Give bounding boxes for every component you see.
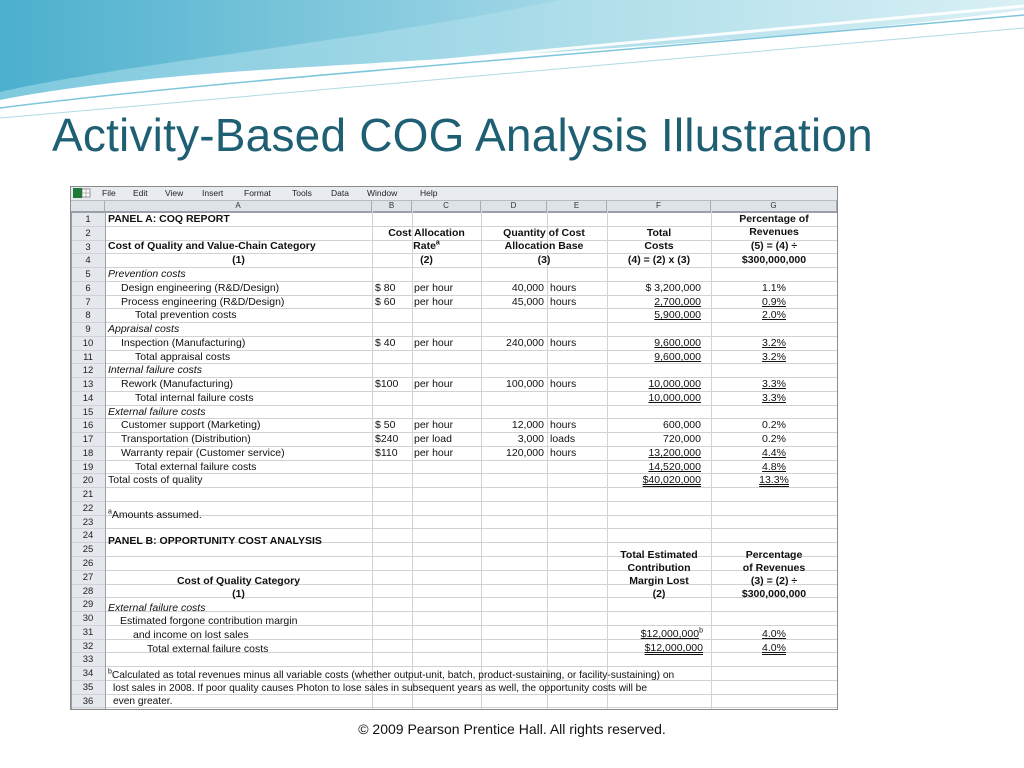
qty-header-line2: Allocation Base [504, 240, 584, 252]
row-header[interactable]: 16 [82, 420, 94, 431]
row-header[interactable]: 25 [82, 544, 94, 555]
b-pct-header-line1: Percentage [745, 549, 803, 561]
row-header[interactable]: 35 [82, 682, 94, 693]
menu-data[interactable]: Data [331, 188, 349, 198]
rate-header-text: Rate [413, 240, 436, 252]
b-item-line2: and income on lost sales [133, 629, 249, 641]
row-label: Total prevention costs [135, 309, 237, 321]
percent-of-revenue: 3.2% [762, 337, 786, 349]
row-header[interactable]: 5 [85, 269, 91, 280]
footnote-a [108, 509, 202, 521]
row-header[interactable]: 17 [82, 434, 94, 445]
pct-header-line1: Percentage of [739, 213, 809, 225]
total-cost: 5,900,000 [654, 309, 701, 321]
margin-col-number: (2) [652, 588, 666, 600]
row-label: Prevention costs [108, 268, 186, 280]
percent-of-revenue: 4.8% [762, 461, 786, 473]
row-header[interactable]: 27 [82, 572, 94, 583]
quantity: 45,000 [511, 296, 544, 308]
row-header[interactable]: 32 [82, 641, 94, 652]
footnote-b-text1: Calculated as total revenues minus all variable costs (whether output-unit, batch, product-sustaining, or facility-sustaining) on [111, 670, 675, 681]
rate-unit: per hour [414, 296, 454, 308]
row-header[interactable]: 20 [82, 475, 94, 486]
quantity-unit: hours [550, 447, 577, 459]
percent-of-revenue: 0.9% [762, 296, 786, 308]
row-header[interactable]: 29 [82, 599, 94, 610]
column-header-e[interactable]: E [547, 201, 607, 211]
total-cost: 10,000,000 [648, 378, 701, 390]
rate-unit: per hour [414, 447, 454, 459]
quantity: 3,000 [517, 433, 544, 445]
percent-of-revenue: 3.2% [762, 351, 786, 363]
quantity: 240,000 [506, 337, 544, 349]
quantity-unit: hours [550, 419, 577, 431]
quantity-unit: hours [550, 296, 577, 308]
rate-unit: per hour [414, 337, 454, 349]
rate-header-line1: Cost Allocation [388, 227, 465, 239]
qty-header-line1: Quantity of Cost [503, 227, 585, 239]
row-header[interactable]: 8 [85, 310, 91, 321]
pct-col-base: $300,000,000 [741, 254, 807, 266]
row-header[interactable]: 34 [82, 668, 94, 679]
copyright-footer: © 2009 Pearson Prentice Hall. All rights reserved. [358, 721, 666, 737]
row-header[interactable]: 30 [82, 613, 94, 624]
rate-unit: per hour [414, 419, 454, 431]
total-col-formula: (4) = (2) x (3) [627, 254, 691, 266]
quantity: 120,000 [506, 447, 544, 459]
row-label: Design engineering (R&D/Design) [121, 282, 280, 294]
row-header[interactable]: 2 [85, 228, 91, 239]
row-header[interactable]: 7 [85, 297, 91, 308]
b-total-value: $12,000,000 [644, 642, 703, 654]
row-header[interactable]: 1 [85, 214, 91, 225]
percent-of-revenue: 4.4% [762, 447, 786, 459]
percent-of-revenue: 0.2% [762, 419, 786, 431]
quantity: 100,000 [506, 378, 544, 390]
total-cost: 720,000 [663, 433, 701, 445]
menu-window[interactable]: Window [367, 188, 398, 198]
footnote-b-line1 [108, 670, 674, 681]
column-header-g[interactable]: G [711, 201, 837, 211]
slide-title: Activity-Based COG Analysis Illustration [52, 109, 873, 161]
b-item-value-cell [607, 628, 703, 640]
row-label: Total internal failure costs [135, 392, 254, 404]
rate-col-number: (2) [420, 254, 433, 266]
row-label: Total costs of quality [108, 474, 203, 486]
rate-amount: $ 60 [375, 296, 396, 308]
row-header[interactable]: 13 [82, 379, 94, 390]
row-header[interactable]: 9 [85, 324, 91, 335]
percent-of-revenue: 1.1% [762, 282, 786, 294]
quantity-unit: loads [550, 433, 576, 445]
rate-amount: $ 40 [375, 337, 396, 349]
footnote-b-marker: b [108, 668, 112, 676]
b-item-footnote-marker: b [699, 627, 703, 635]
column-header-f[interactable]: F [607, 201, 711, 211]
row-header[interactable]: 6 [85, 283, 91, 294]
menu-format[interactable]: Format [244, 188, 271, 198]
row-label: External failure costs [108, 406, 206, 418]
b-item-line1: Estimated forgone contribution margin [120, 615, 298, 627]
category-header: Cost of Quality and Value-Chain Category [108, 240, 316, 252]
pct-header-line2: Revenues [749, 226, 799, 238]
row-header[interactable]: 15 [82, 407, 94, 418]
rate-unit: per load [414, 433, 452, 445]
quantity-unit: hours [550, 337, 577, 349]
row-header[interactable]: 31 [82, 627, 94, 638]
b-category-col-number: (1) [232, 588, 245, 600]
total-cost: 2,700,000 [654, 296, 701, 308]
row-header[interactable]: 4 [85, 255, 91, 266]
menu-edit[interactable]: Edit [133, 188, 148, 198]
b-total-pct: 4.0% [762, 642, 786, 654]
rate-amount: $100 [375, 378, 399, 390]
quantity: 12,000 [511, 419, 544, 431]
row-header[interactable]: 28 [82, 586, 94, 597]
row-header[interactable]: 11 [83, 352, 93, 363]
total-cost: 13,200,000 [648, 447, 701, 459]
row-label: Transportation (Distribution) [121, 433, 251, 445]
row-header[interactable]: 36 [82, 696, 94, 707]
quantity: 40,000 [511, 282, 544, 294]
b-pct-header-line2: of Revenues [742, 562, 806, 574]
qty-col-number: (3) [537, 254, 551, 266]
rate-unit: per hour [414, 282, 454, 294]
b-section-external-failure: External failure costs [108, 602, 206, 614]
row-header[interactable]: 14 [82, 393, 94, 404]
percent-of-revenue: 2.0% [762, 309, 786, 321]
row-label: Inspection (Manufacturing) [121, 337, 246, 349]
row-label: Appraisal costs [108, 323, 180, 335]
row-label: Rework (Manufacturing) [121, 378, 234, 390]
panel-b-title: PANEL B: OPPORTUNITY COST ANALYSIS [108, 535, 322, 547]
margin-header-line2: Contribution [627, 562, 691, 574]
margin-header-line3: Margin Lost [629, 575, 689, 587]
percent-of-revenue: 13.3% [759, 474, 789, 486]
menu-tools[interactable]: Tools [292, 188, 312, 198]
rate-amount: $ 50 [375, 419, 396, 431]
row-label: Process engineering (R&D/Design) [121, 296, 285, 308]
b-pct-col-base: $300,000,000 [741, 588, 807, 600]
row-header[interactable]: 18 [82, 448, 94, 459]
row-header[interactable]: 21 [82, 489, 94, 500]
category-col-number: (1) [232, 254, 245, 266]
total-cost: 9,600,000 [654, 337, 701, 349]
menu-view[interactable]: View [165, 188, 184, 198]
row-header[interactable]: 12 [82, 365, 94, 376]
percent-of-revenue: 0.2% [762, 433, 786, 445]
panel-a-title: PANEL A: COQ REPORT [108, 213, 230, 225]
total-header-line2: Costs [644, 240, 674, 252]
column-header-a[interactable]: A [105, 201, 372, 211]
row-label: Internal failure costs [108, 364, 202, 376]
footnote-a-text: Amounts assumed. [111, 509, 202, 521]
rate-footnote-marker: a [435, 239, 440, 247]
rate-amount: $240 [375, 433, 399, 445]
row-label: Total external failure costs [135, 461, 257, 473]
footnote-b-line3: even greater. [113, 696, 173, 707]
margin-header-line1: Total Estimated [620, 549, 698, 561]
b-category-header: Cost of Quality Category [176, 575, 301, 587]
percent-of-revenue: 3.3% [762, 392, 786, 404]
menu-file[interactable]: File [102, 188, 116, 198]
total-cost: 10,000,000 [648, 392, 701, 404]
menu-help[interactable]: Help [420, 188, 438, 198]
footnote-a-marker: a [108, 508, 112, 516]
row-header[interactable]: 22 [82, 503, 94, 514]
row-label: Customer support (Marketing) [121, 419, 261, 431]
row-header[interactable]: 3 [85, 242, 91, 253]
spreadsheet-screenshot [70, 186, 838, 710]
total-header-line1: Total [646, 227, 672, 239]
rate-amount: $110 [375, 447, 398, 459]
column-header-c[interactable]: C [412, 201, 481, 211]
menu-insert[interactable]: Insert [202, 188, 224, 198]
rate-header-line2 [372, 240, 481, 252]
b-pct-header-formula: (3) = (2) ÷ [750, 575, 798, 587]
b-total-label: Total external failure costs [147, 643, 269, 655]
row-header[interactable]: 26 [82, 558, 94, 569]
total-cost: 600,000 [663, 419, 701, 431]
percent-of-revenue: 3.3% [762, 378, 786, 390]
footnote-b-line2: lost sales in 2008. If poor quality causes Photon to lose sales in subsequent years as well, the opportunity costs will be [113, 683, 648, 694]
row-header[interactable]: 19 [82, 462, 94, 473]
row-header[interactable]: 23 [82, 517, 94, 528]
b-item-value: $12,000,000 [640, 628, 700, 640]
row-header[interactable]: 33 [82, 654, 94, 665]
column-header-b[interactable]: B [372, 201, 412, 211]
rate-unit: per hour [414, 378, 454, 390]
total-cost: $40,020,000 [642, 474, 701, 486]
row-label: Total appraisal costs [135, 351, 231, 363]
row-header[interactable]: 24 [82, 530, 94, 541]
pct-header-formula: (5) = (4) ÷ [750, 240, 798, 252]
total-cost: 14,520,000 [648, 461, 701, 473]
total-cost: 9,600,000 [654, 351, 701, 363]
row-label: Warranty repair (Customer service) [121, 447, 285, 459]
total-cost: $ 3,200,000 [645, 282, 701, 294]
rate-amount: $ 80 [375, 282, 396, 294]
column-header-d[interactable]: D [481, 201, 547, 211]
b-item-pct: 4.0% [762, 628, 786, 640]
quantity-unit: hours [550, 282, 577, 294]
row-header[interactable]: 10 [82, 338, 94, 349]
quantity-unit: hours [550, 378, 577, 390]
